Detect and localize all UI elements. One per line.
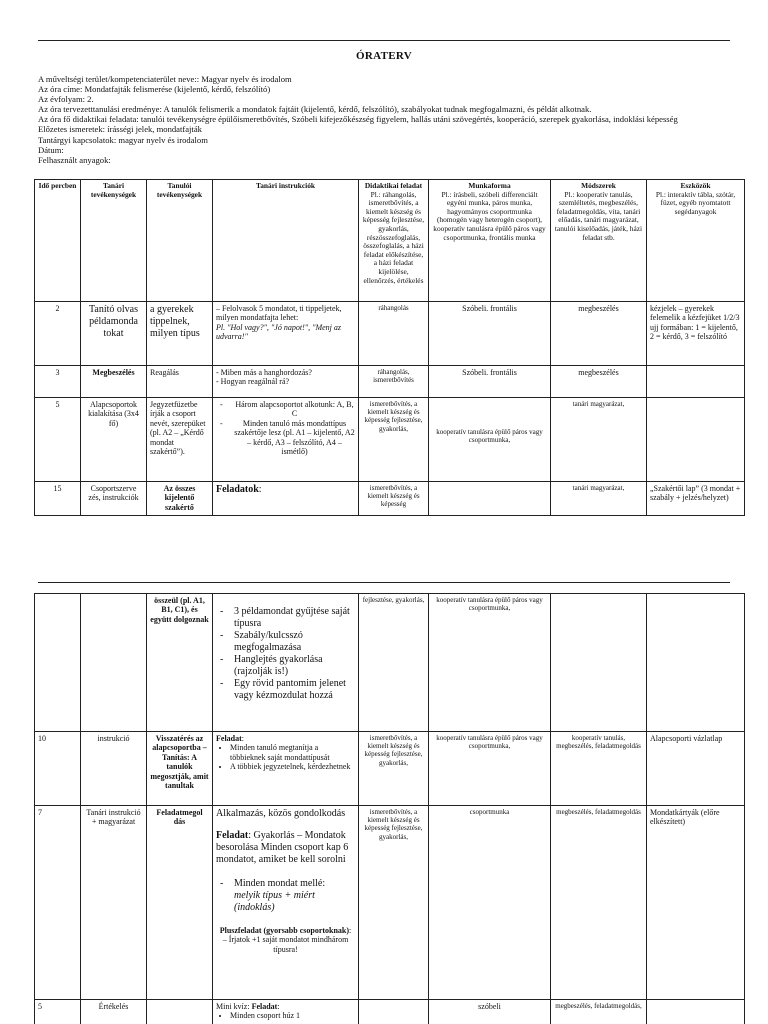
row-instr-plus-text: – Írjatok +1 saját mondatot mindhárom típusra!	[222, 935, 349, 954]
table-row	[35, 732, 745, 806]
row-ido: 5	[35, 398, 81, 482]
row-instr-line: - Miben más a hanghordozás?	[216, 368, 312, 377]
instr-item: • Minden csoport húz 1	[230, 1011, 355, 1020]
instr-item-emphasis: melyik típus + miért (indoklás)	[234, 890, 315, 913]
row-tanuloi: Jegyzetfüzetbe írják a csoport nevét, szerepüket (pl. A2 – „Kérdő mondat szakértő”).	[147, 398, 213, 482]
instr-item: - Három alapcsoportot alkotunk: A, B, C	[216, 400, 355, 419]
table-header-row	[35, 180, 745, 302]
row-didaktikai: ismeretbővítés, a kiemelt készség és képesség fejlesztése, gyakorlás,	[359, 732, 429, 806]
row-instr	[213, 398, 359, 482]
instr-item: - Szabály/kulcsszó megfogalmazása	[216, 630, 355, 654]
row-didaktikai: ráhangolás, ismeretbővítés	[359, 366, 429, 398]
row-modszer: megbeszélés, feladatmegoldás	[551, 806, 647, 1000]
row-tanuloi: összeül (pl. A1, B1, C1), és együtt dolgoznak	[147, 594, 213, 732]
meta-evfolyam: Az évfolyam: 2.	[38, 94, 94, 105]
row-instr-plus-label: Pluszfeladat (gyorsabb csoportoknak)	[219, 926, 350, 935]
table-row	[35, 806, 745, 1000]
instr-item-text: Minden mondat mellé:	[234, 878, 326, 889]
row-modszer: tanári magyarázat,	[551, 398, 647, 482]
meta-anyagok: Felhasznált anyagok:	[38, 154, 111, 165]
table-row	[35, 482, 745, 516]
lesson-plan-table	[34, 179, 745, 516]
header-eszkozok	[647, 180, 745, 302]
row-ido: 10	[35, 732, 81, 806]
lesson-plan-table-continued	[34, 593, 745, 1024]
row-didaktikai: ismeretbővítés, a kiemelt készség és képesség fejlesztése, gyakorlás,	[359, 398, 429, 482]
row-munkaforma: Szóbeli. frontális	[429, 366, 551, 398]
header-modszerek-title: Módszerek	[581, 181, 616, 190]
row-tanari: Tanító olvas példamonda tokat	[81, 302, 147, 366]
row-munkaforma: kooperatív tanulásra épülő páros vagy csoportmunka,	[429, 398, 551, 482]
row-tanuloi: a gyerekek tippelnek, milyen típus	[147, 302, 213, 366]
row-didaktikai: fejlesztése, gyakorlás,	[359, 594, 429, 732]
row-instr-line: - Hogyan reagálnál rá?	[216, 377, 290, 387]
row-instr	[213, 366, 359, 398]
instr-item: • Minden tanuló megtanítja a többieknek saját mondattípusát	[230, 743, 355, 762]
row-instr-example: Pl. "Hol vagy?", "Jó napot!", "Menj az udvarra!"	[216, 322, 341, 342]
row-instr-label-line: Feladat:	[216, 734, 245, 743]
row-instr-plus: Pluszfeladat (gyorsabb csoportoknak): – Írjatok +1 saját mondatot mindhárom típusra!	[219, 926, 352, 954]
row-tanari: instrukció	[81, 732, 147, 806]
row-instr-label-line: Mini kvíz: Feladat:	[216, 1002, 280, 1011]
row-munkaforma: csoportmunka	[429, 806, 551, 1000]
row-didaktikai	[359, 1000, 429, 1024]
row-didaktikai: ismeretbővítés, a kiemelt készség és képesség	[359, 482, 429, 516]
row-ido	[35, 594, 81, 732]
page-2	[0, 560, 768, 1024]
page-top-rule	[38, 40, 730, 41]
row-instr-task	[216, 830, 355, 866]
header-tanari-instr: Tanári instrukciók	[213, 180, 359, 302]
row-eszkoz	[647, 594, 745, 732]
row-tanari: Értékelés	[81, 1000, 147, 1024]
row-ido: 7	[35, 806, 81, 1000]
instr-item: • A többiek jegyzetelnek, kérdezhetnek	[230, 762, 355, 771]
row-tanuloi: Reagálás	[147, 366, 213, 398]
row-instr-label: Feladat	[216, 830, 249, 841]
row-instr-label: Feladat	[216, 734, 242, 743]
header-ido: Idő percben	[35, 180, 81, 302]
row-tanari: Tanári instrukció + magyarázat	[81, 806, 147, 1000]
row-munkaforma	[429, 482, 551, 516]
row-instr	[213, 594, 359, 732]
document-title: ÓRATERV	[356, 50, 412, 62]
table-row	[35, 1000, 745, 1024]
row-modszer	[551, 594, 647, 732]
meta-eredmeny: Az óra tervezetttanulási eredménye: A tanulók felismerik a mondatok fajtáit (kijelentő, kérdő, felszólító), szabályokat tudnak megfogalmazni, és példát alkotnak.	[38, 104, 592, 115]
header-munkaforma-title: Munkaforma	[468, 181, 511, 190]
row-modszer: megbeszélés	[551, 302, 647, 366]
row-tanari: Csoportszerve zés, instrukciók	[81, 482, 147, 516]
row-modszer: kooperatív tanulás, megbeszélés, feladatmegoldás	[551, 732, 647, 806]
meta-datum: Dátum:	[38, 144, 64, 155]
row-ido: 2	[35, 302, 81, 366]
instr-item: - Hanglejtés gyakorlása (rajzolják is!)	[216, 654, 355, 678]
header-didaktikai	[359, 180, 429, 302]
row-tanuloi: Feladatmegol dás	[147, 806, 213, 1000]
row-instr	[213, 732, 359, 806]
row-tanari: Megbeszélés	[81, 366, 147, 398]
row-eszkoz	[647, 1000, 745, 1024]
row-instr-task-text: : Gyakorlás – Mondatok besorolása Minden csoport kap 6 mondatot, amiket be kell sorolni	[216, 830, 349, 865]
row-eszkoz: Mondatkártyák (előre elkészített)	[647, 806, 745, 1000]
row-munkaforma: szóbeli	[429, 1000, 551, 1024]
row-instr-line: Alkalmazás, közös gondolkodás	[216, 808, 346, 819]
row-ido: 15	[35, 482, 81, 516]
row-tanuloi: Az összes kijelentő szakértő	[147, 482, 213, 516]
header-tanari-tev: Tanári tevékenységek	[81, 180, 147, 302]
header-modszerek-sub: Pl.: kooperatív tanulás, szemléltetés, megbeszélés, feladatmegoldás, vita, tanári előadás, tanári magyarázat, tanulói kiselőadás, játék, házi feladat stb.	[554, 189, 643, 242]
row-instr	[213, 806, 359, 1000]
instr-item: - Minden tanuló más mondattípus szakértője lesz (pl. A1 – kijelentő, A2 – kérdő, A3 – felszólító, A4 – ismétlő)	[216, 419, 355, 457]
row-tanari: Alapcsoportok kialakítása (3x4 fő)	[81, 398, 147, 482]
row-eszkoz: „Szakértői lap” (3 mondat + szabály + jelzés/helyzet)	[647, 482, 745, 516]
lesson-meta	[38, 74, 738, 165]
meta-kapcsolatok: Tantárgyi kapcsolatok: magyar nyelv és irodalom	[38, 134, 208, 145]
table-row	[35, 398, 745, 482]
instr-item	[216, 878, 355, 914]
table-row	[35, 594, 745, 732]
row-instr-line: Mini kvíz:	[216, 1002, 252, 1011]
header-eszkozok-sub: Pl.: interaktív tábla, szótár, füzet, egyéb nyomtatott segédanyagok	[655, 189, 736, 216]
row-didaktikai: ráhangolás	[359, 302, 429, 366]
row-munkaforma: Szóbeli. frontális	[429, 302, 551, 366]
row-instr-label: Feladat	[251, 1002, 278, 1011]
meta-feladat: Az óra fő didaktikai feladata: tanulói tevékenységre épülőismeretbővítés, Szóbeli kifejezőkészség figyelem, hallás utáni szövegértés, kooperáció, szerepek gyakorlása, indoklási képesség	[38, 114, 678, 125]
row-instr-line: – Felolvasok 5 mondatot, ti tippeljetek, milyen mondatfajta lehet:	[216, 304, 342, 323]
table-row	[35, 302, 745, 366]
header-munkaforma-sub: Pl.: írásbeli, szóbeli differenciált egyéni munka, páros munka, hagyományos csoportmunka (homogén vagy heterogén csoport), kooperatív tanulásra épülő páros vagy csoportmunka, frontális munka	[433, 189, 546, 242]
table-row	[35, 366, 745, 398]
header-munkaforma	[429, 180, 551, 302]
row-eszkoz	[647, 398, 745, 482]
meta-elozetes: Előzetes ismeretek: írásségi jelek, mondatfajták	[38, 124, 202, 135]
row-tanuloi: Visszatérés az alapcsoportba – Tanítás: A tanulók megosztják, amit tanultak	[147, 732, 213, 806]
row-modszer: tanári magyarázat,	[551, 482, 647, 516]
row-eszkoz: kézjelek – gyerekek felemelik a kézfejüket 1/2/3 ujj formában: 1 = kijelentő, 2 = kérdő, 3 = felszólító	[647, 302, 745, 366]
row-instr: Feladatok:	[213, 482, 359, 516]
instr-item: - Egy rövid pantomim jelenet vagy kézmozdulat hozzá	[216, 678, 355, 702]
row-munkaforma: kooperatív tanulásra épülő páros vagy csoportmunka,	[429, 732, 551, 806]
header-didaktikai-sub: Pl.: ráhangolás, ismeretbővítés, a kiemelt készség és képesség fejlesztése, gyakorlás, részösszefoglalás, összefoglalás, a házi feladat előkészítése, a házi feladat kijelölése, ellenőrzés, értékelés	[362, 189, 425, 285]
meta-muveltsegi: A műveltségi terület/kompetenciaterület neve:: Magyar nyelv és irodalom	[38, 74, 292, 84]
header-didaktikai-title: Didaktikai feladat	[364, 181, 423, 190]
row-tanuloi	[147, 1000, 213, 1024]
instr-item: - 3 példamondat gyűjtése saját típusra	[216, 606, 355, 630]
row-ido: 5	[35, 1000, 81, 1024]
row-tanari	[81, 594, 147, 732]
row-munkaforma: kooperatív tanulásra épülő páros vagy csoportmunka,	[429, 594, 551, 732]
page-top-rule	[38, 582, 730, 583]
row-didaktikai: ismeretbővítés, a kiemelt készség és képesség fejlesztése, gyakorlás,	[359, 806, 429, 1000]
meta-ora-cime: Az óra címe: Mondatfajták felismerése (kijelentő, kérdő, felszólító)	[38, 84, 271, 95]
row-ido: 3	[35, 366, 81, 398]
row-instr-label: Feladatok	[216, 484, 259, 495]
header-tanuloi-tev: Tanulói tevékenységek	[147, 180, 213, 302]
row-instr	[213, 1000, 359, 1024]
row-eszkoz: Alapcsoporti vázlatlap	[647, 732, 745, 806]
header-eszkozok-title: Eszközök	[680, 181, 711, 190]
row-instr	[213, 302, 359, 366]
row-modszer: megbeszélés, feladatmegoldás,	[551, 1000, 647, 1024]
header-modszerek	[551, 180, 647, 302]
row-eszkoz	[647, 366, 745, 398]
row-modszer: megbeszélés	[551, 366, 647, 398]
